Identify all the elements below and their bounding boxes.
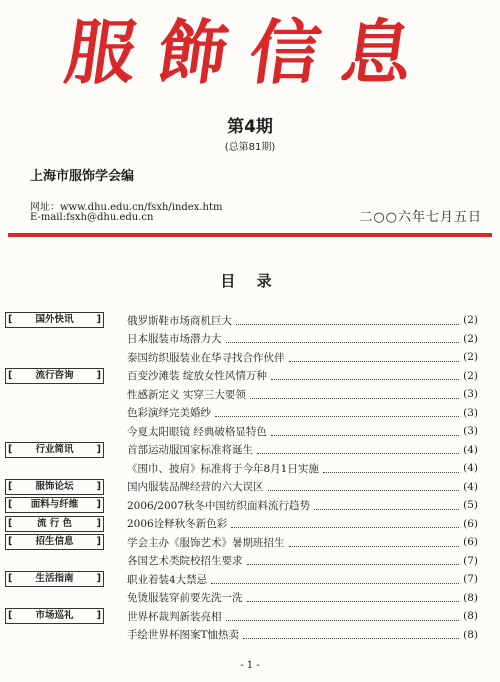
toc-category-label: 流 行 色 <box>36 517 73 529</box>
toc-row <box>0 311 500 330</box>
toc-category-label: 生活指南 <box>35 573 74 584</box>
toc-row <box>0 330 500 349</box>
toc-entry-title: 2006诠释秋冬新色彩 <box>127 518 228 530</box>
toc-entry-page: (3) <box>463 388 478 400</box>
editor-line: 上海市服饰学会编 <box>30 169 135 184</box>
website-url: www.dhu.edu.cn/fsxh/index.htm <box>60 202 223 213</box>
leader-dots <box>211 583 459 584</box>
leader-dots <box>257 453 459 454</box>
toc-entry-page: (2) <box>463 369 478 382</box>
toc-category: [ 服饰论坛 ] <box>5 479 104 495</box>
toc-entry[interactable] <box>127 552 478 570</box>
toc-entry-page: (2) <box>463 314 478 326</box>
toc-row <box>0 626 500 645</box>
toc-entry-page: (6) <box>463 517 478 530</box>
toc-entry-title: 2006/2007秋冬中国纺织面料流行趋势 <box>127 499 310 512</box>
toc-entry[interactable] <box>127 478 478 496</box>
toc-entry[interactable] <box>127 367 478 385</box>
toc-entry-title: 首部运动服国家标准将诞生 <box>127 444 253 456</box>
toc-entry-page: (4) <box>463 462 478 474</box>
toc-row <box>0 589 500 608</box>
toc-entry[interactable] <box>127 459 478 477</box>
toc-category-label: 行业简讯 <box>35 443 74 455</box>
toc-row <box>0 515 500 534</box>
email-label: E-mail: <box>30 212 67 223</box>
toc-entry[interactable] <box>127 589 478 607</box>
toc-entry[interactable] <box>127 570 478 588</box>
leader-dots <box>226 620 460 621</box>
toc-entry-title: 《围巾、披肩》标准将于今年8月1日实施 <box>127 462 319 475</box>
toc-entry[interactable] <box>127 496 478 514</box>
toc-entry-title: 世界杯裁判新装亮相 <box>127 610 222 623</box>
toc-category: [ 流 行 色 ] <box>5 516 104 532</box>
leader-dots <box>268 490 460 491</box>
toc-category: [ 招生信息 ] <box>5 534 104 550</box>
toc-row <box>0 607 500 626</box>
toc-entry[interactable] <box>127 441 478 459</box>
toc-category-label: 国外快讯 <box>35 314 74 325</box>
website-label: 网址： <box>30 202 60 213</box>
toc-row <box>0 422 500 441</box>
toc-entry-title: 各国艺术类院校招生要求 <box>127 555 243 567</box>
toc-entry-page: (5) <box>463 499 478 511</box>
issue-total: (总第81期) <box>224 142 276 153</box>
leader-dots <box>289 361 460 362</box>
toc-entry-title: 日本服装市场潜力大 <box>127 333 222 345</box>
toc-entry-title: 手绘世界杯图案T恤热卖 <box>127 629 240 641</box>
leader-dots <box>236 324 459 325</box>
leader-dots <box>215 416 459 417</box>
website-line <box>30 198 222 213</box>
toc-row <box>0 478 500 497</box>
leader-dots <box>226 342 460 343</box>
toc-category-label: 市场巡礼 <box>35 610 74 621</box>
toc-entry-page: (8) <box>463 591 478 604</box>
table-of-contents <box>0 311 500 644</box>
toc-entry[interactable] <box>127 515 478 533</box>
header-divider <box>8 233 492 237</box>
toc-entry-page: (4) <box>463 480 478 493</box>
toc-category: [ 行业简讯 ] <box>5 442 104 458</box>
toc-entry-page: (8) <box>463 610 478 622</box>
toc-entry[interactable] <box>127 385 478 403</box>
toc-title: 目 录 <box>220 272 280 290</box>
toc-entry[interactable] <box>127 348 478 366</box>
toc-entry-title: 国内服装品牌经营的六大误区 <box>127 481 264 493</box>
toc-entry[interactable] <box>127 422 478 440</box>
toc-row <box>0 367 500 386</box>
toc-entry[interactable] <box>127 533 478 551</box>
issue-number: 第4期 <box>227 117 273 137</box>
toc-row <box>0 441 500 460</box>
toc-entry-page: (7) <box>463 554 478 567</box>
toc-category: [ 面料与纤维 ] <box>5 497 104 513</box>
toc-entry-title: 职业着装4大禁忌 <box>127 573 208 586</box>
toc-entry-title: 色彩演绎完美婚纱 <box>127 407 211 419</box>
leader-dots <box>231 527 459 528</box>
toc-entry[interactable] <box>127 311 478 329</box>
toc-row <box>0 385 500 404</box>
toc-entry-title: 泰国纺织服装业在华寻找合作伙伴 <box>127 351 285 364</box>
leader-dots <box>289 546 460 547</box>
toc-entry-title: 今夏太阳眼镜 经典破格显特色 <box>127 425 267 438</box>
toc-row <box>0 570 500 589</box>
toc-entry-title: 百变沙滩装 绽放女性风情万种 <box>127 370 267 382</box>
toc-row <box>0 533 500 552</box>
toc-entry-page: (3) <box>463 425 478 437</box>
toc-entry-page: (6) <box>463 536 478 548</box>
leader-dots <box>247 601 460 602</box>
toc-category: [ 国外快讯 ] <box>5 312 104 328</box>
toc-category-label: 招生信息 <box>35 536 74 547</box>
toc-entry-title: 俄罗斯鞋市场商机巨大 <box>127 314 232 327</box>
toc-category: [ 市场巡礼 ] <box>5 608 104 624</box>
email-line <box>30 212 153 223</box>
toc-entry-page: (2) <box>463 332 478 345</box>
issue-date: 二○○六年七月五日 <box>359 210 482 225</box>
toc-category-label: 面料与纤维 <box>30 499 79 510</box>
toc-entry-title: 性感新定义 实穿三大要领 <box>127 388 246 401</box>
leader-dots <box>247 564 460 565</box>
leader-dots <box>271 379 459 380</box>
toc-entry[interactable] <box>127 404 478 422</box>
masthead-title: 服飾信息 <box>60 11 440 94</box>
toc-category: [ 流行咨询 ] <box>5 368 104 384</box>
toc-entry-page: (3) <box>463 406 478 419</box>
toc-category: [ 生活指南 ] <box>5 571 104 587</box>
toc-entry[interactable] <box>127 330 478 348</box>
toc-entry-title: 免烫服装穿前要先洗一洗 <box>127 592 243 604</box>
toc-entry-page: (7) <box>463 573 478 585</box>
toc-row <box>0 552 500 571</box>
toc-category-label: 服饰论坛 <box>35 480 74 492</box>
leader-dots <box>314 509 459 510</box>
toc-row <box>0 459 500 478</box>
toc-entry-page: (8) <box>463 628 478 641</box>
toc-entry[interactable] <box>127 626 478 644</box>
toc-row <box>0 404 500 423</box>
leader-dots <box>250 398 459 399</box>
toc-entry-page: (2) <box>463 351 478 363</box>
leader-dots <box>271 435 459 436</box>
leader-dots <box>323 472 459 473</box>
toc-entry-page: (4) <box>463 443 478 456</box>
toc-entry-title: 学会主办《服饰艺术》暑期班招生 <box>127 536 285 549</box>
leader-dots <box>243 638 459 639</box>
toc-row <box>0 496 500 515</box>
email-address: fsxh@dhu.edu.cn <box>66 212 154 223</box>
toc-entry[interactable] <box>127 607 478 625</box>
toc-category-label: 流行咨询 <box>35 369 74 381</box>
page-number: - 1 - <box>240 660 260 671</box>
toc-row <box>0 348 500 367</box>
